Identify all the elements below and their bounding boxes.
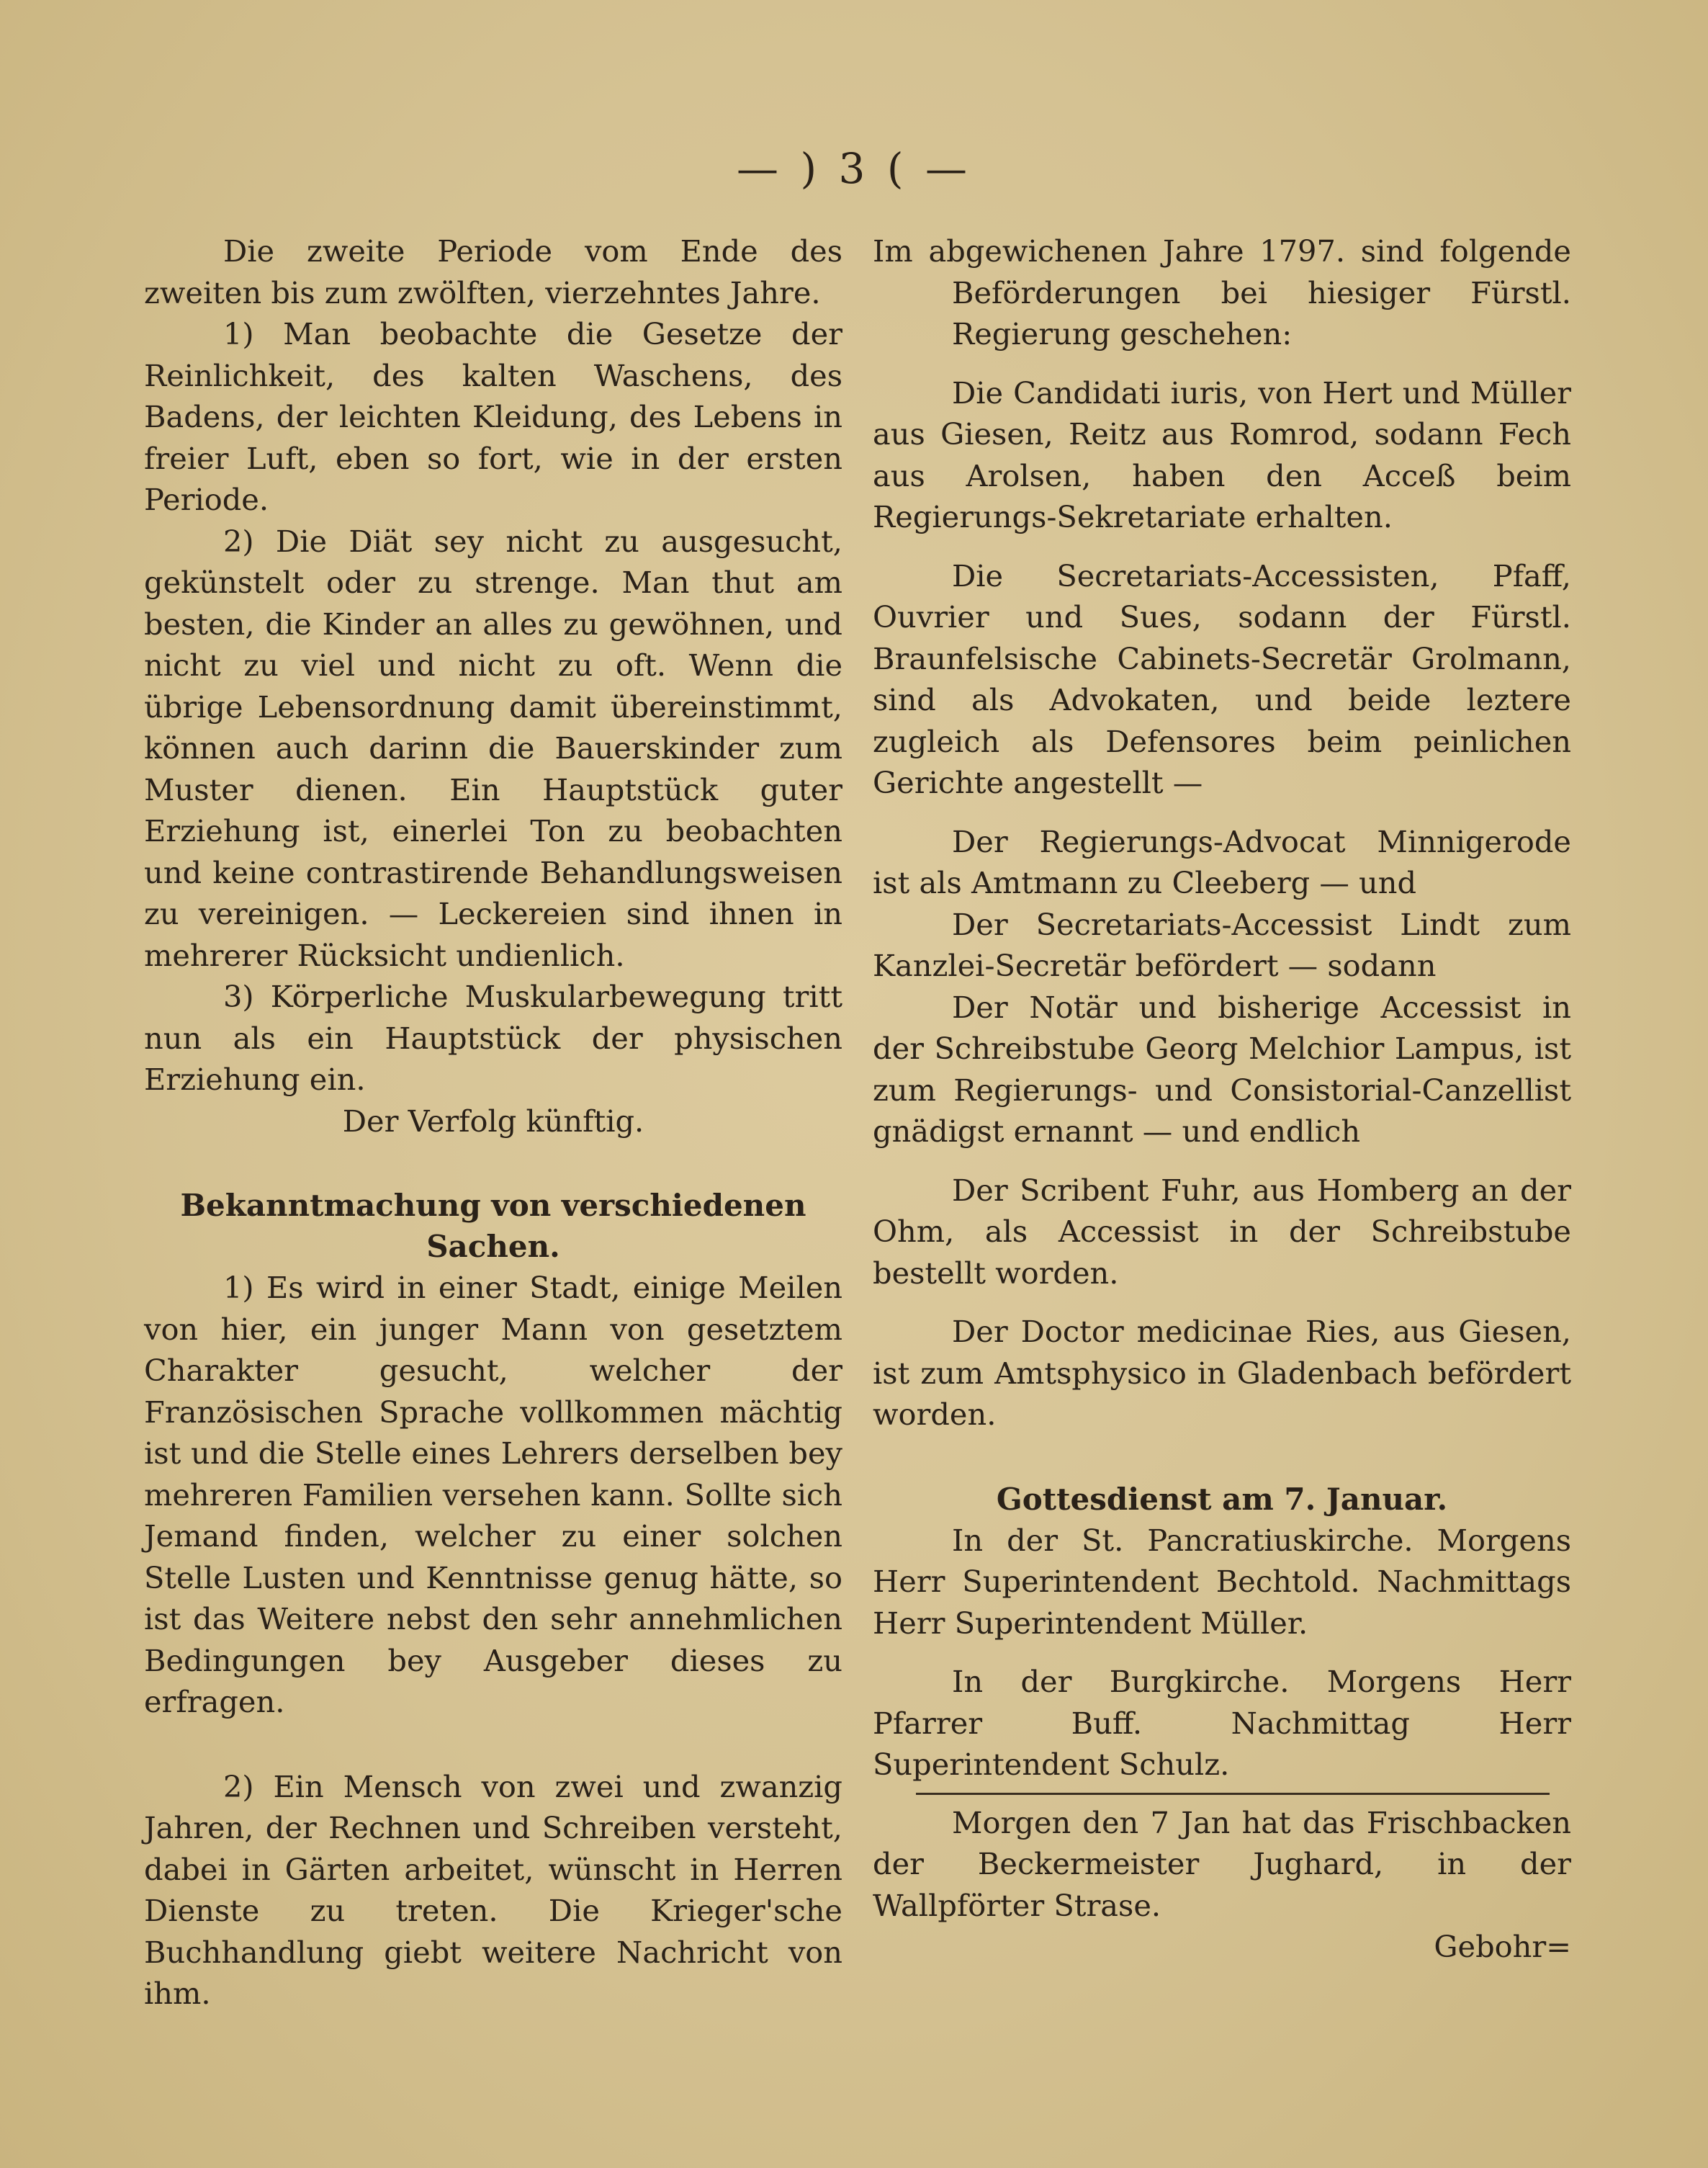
- baking-notice: Morgen den 7 Jan hat das Frischbacken der Beckermeister Jughard, in der Wallpförter Strase.: [873, 1804, 1571, 1923]
- promotion-2: Die Secretariats-Accessisten, Pfaff, Ouvrier und Sues, sodann der Fürstl. Braunfelsische Cabinets-Secretär Grolmann, sind als Advokaten, und beide leztere zugleich als Defensores beim peinlichen Gerichte angestellt —: [873, 557, 1571, 800]
- paragraph-3: 3) Körperliche Muskularbewegung tritt nun als ein Hauptstück der physischen Erziehung ein.: [144, 979, 842, 1097]
- section-intro: Die zweite Periode vom Ende des zweiten bis zum zwölften, vierzehntes Jahre.: [144, 233, 842, 310]
- promotion-5: Der Notär und bisherige Accessist in der Schreibstube Georg Melchior Lampus, ist zum Regierungs- und Consistorial-Canzellist gnädigst ernannt — und endlich: [873, 989, 1571, 1149]
- right-column: [873, 230, 1571, 1968]
- notice-2: 2) Ein Mensch von zwei und zwanzig Jahren, der Rechnen und Schreiben versteht, dabei in Gärten arbeitet, wünscht in Herren Dienste zu treten. Die Krieger'sche Buchhandlung giebt weitere Nachricht von ihm.: [144, 1768, 842, 2011]
- promotion-1: Die Candidati iuris, von Hert und Müller aus Giesen, Reitz aus Romrod, sodann Fech aus Arolsen, haben den Acceß beim Regierungs-Sekretariate erhalten.: [873, 375, 1571, 534]
- promotion-3: Der Regierungs-Advocat Minnigerode ist als Amtmann zu Cleeberg — und: [873, 823, 1571, 900]
- section-divider: [916, 1793, 1550, 1795]
- service-1: In der St. Pancratiuskirche. Morgens Herr Superintendent Bechtold. Nachmittags Herr Superintendent Müller.: [873, 1522, 1571, 1641]
- service-heading: Gottesdienst am 7. Januar.: [996, 1481, 1448, 1517]
- continuation-note: Der Verfolg künftig.: [342, 1103, 644, 1139]
- promotion-4: Der Secretariats-Accessist Lindt zum Kanzlei-Secretär befördert — sodann: [873, 906, 1571, 983]
- page-number: — ) 3 ( —: [737, 144, 971, 193]
- announcements-heading: Bekanntmachung von verschiedenen Sachen.: [180, 1188, 806, 1264]
- left-column: [144, 230, 842, 2015]
- paragraph-2: 2) Die Diät sey nicht zu ausgesucht, gekünstelt oder zu strenge. Man thut am besten, die Kinder an alles zu gewöhnen, und nicht zu viel und nicht zu oft. Wenn die übrige Lebensordnung damit übereinstimmt, können auch darinn die Bauerskinder zum Muster dienen. Ein Hauptstück guter Erziehung ist, einerlei Ton zu beobachten und keine contrastirende Behandlungsweisen zu vereinigen. — Leckereien sind ihnen in mehrerer Rücksicht undienlich.: [144, 523, 842, 973]
- promotions-intro: Im abgewichenen Jahre 1797. sind folgende Beförderungen bei hiesiger Fürstl. Regierung geschehen:: [873, 233, 1571, 351]
- promotion-7: Der Doctor medicinae Ries, aus Giesen, ist zum Amtsphysico in Gladenbach befördert worden.: [873, 1314, 1571, 1432]
- catchword: Gebohr=: [1434, 1929, 1571, 1964]
- paragraph-1: 1) Man beobachte die Gesetze der Reinlichkeit, des kalten Waschens, des Badens, der leichten Kleidung, des Lebens in freier Luft, eben so fort, wie in der ersten Periode.: [144, 316, 842, 517]
- promotion-6: Der Scribent Fuhr, aus Homberg an der Ohm, als Accessist in der Schreibstube bestellt worden.: [873, 1172, 1571, 1291]
- notice-1: 1) Es wird in einer Stadt, einige Meilen von hier, ein junger Mann von gesetztem Charakter gesucht, welcher der Französischen Sprache vollkommen mächtig ist und die Stelle eines Lehrers derselben bey mehreren Familien versehen kann. Sollte sich Jemand finden, welcher zu einer solchen Stelle Lusten und Kenntnisse genug hätte, so ist das Weitere nebst den sehr annehmlichen Bedingungen bey Ausgeber dieses zu erfragen.: [144, 1270, 842, 1719]
- service-2: In der Burgkirche. Morgens Herr Pfarrer Buff. Nachmittag Herr Superintendent Schulz.: [873, 1664, 1571, 1782]
